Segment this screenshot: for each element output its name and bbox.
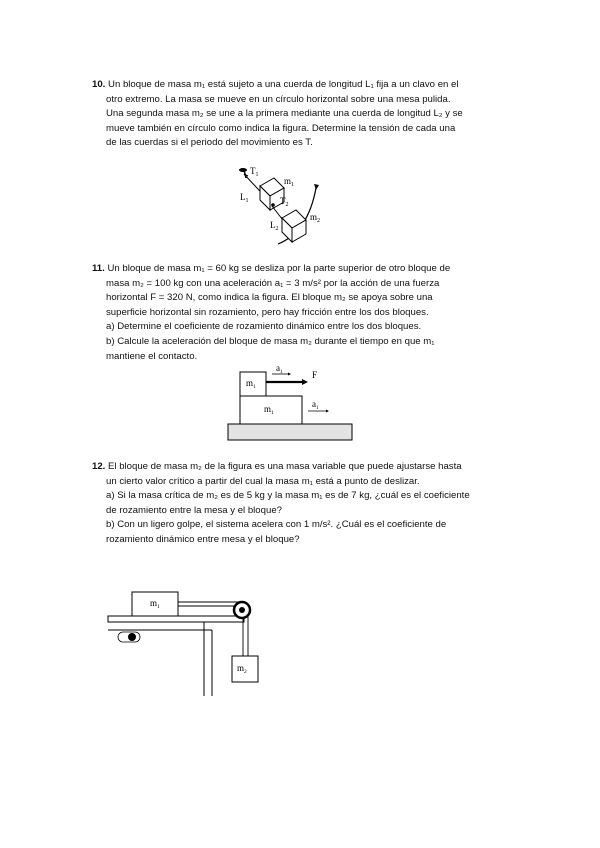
table-top (108, 616, 244, 622)
problem-12 (92, 460, 484, 548)
label-T1: $T_1$ (250, 166, 259, 178)
force-arrow-head (302, 379, 308, 385)
problem-10-line-5: de las cuerdas si el periodo del movimiento es T. (106, 137, 313, 149)
figure-10-circular-masses (230, 162, 340, 254)
problem-11-line-6: b) Calcule la aceleración del bloque de masa m₂ durante el tiempo en que m₁ (106, 335, 435, 347)
label-L2: $L_2$ (270, 220, 279, 232)
problem-12-line-5: b) Con un ligero golpe, el sistema acelera con 1 m/s². ¿Cuál es el coeficiente de (106, 519, 447, 531)
connection-point (271, 203, 275, 207)
problem-12-line-2: un cierto valor crítico a partir del cual la masa m₁ está a punto de deslizar. (106, 475, 420, 487)
accel-arrow-top-head (288, 373, 291, 376)
problem-11-line-1: 11. Un bloque de masa m₁ = 60 kg se desliza por la parte superior de otro bloque de (92, 263, 451, 274)
problem-10 (92, 78, 484, 151)
problem-10-line-1: 10. Un bloque de masa m₁ está sujeto a una cuerda de longitud L₁ fija a un clavo en el (92, 79, 459, 90)
label-m2: $m_2$ (310, 212, 321, 224)
problem-11-line-3: horizontal F = 320 N, como indica la figura. El bloque m₂ se apoya sobre una (106, 292, 433, 304)
ground-surface (228, 424, 352, 440)
label-a-bottom: $a_1$ (312, 399, 319, 411)
oval-object-dot (128, 633, 136, 641)
label-m1: $m_1$ (284, 176, 295, 188)
problem-12-line-4: de rozamiento entre la mesa y el bloque? (106, 504, 282, 516)
label-L1: $L_1$ (240, 192, 249, 204)
figure-12-table-pulley (106, 584, 266, 702)
problem-11 (92, 262, 484, 364)
label-T2: $T_2$ (280, 196, 289, 208)
label-m1: $m_1$ (150, 598, 160, 610)
label-m1: $m_1$ (246, 378, 256, 390)
figure-11-stacked-blocks (226, 362, 356, 444)
problem-10-line-2: otro extremo. La masa se mueve en un círculo horizontal sobre una mesa pulida. (106, 93, 451, 105)
label-m2: $m_1$ (264, 404, 274, 416)
problem-12-line-6: rozamiento dinámico entre mesa y el bloque? (106, 533, 300, 545)
problem-11-line-7: mantiene el contacto. (106, 350, 198, 362)
label-a-top: $a_1$ (276, 363, 283, 375)
problem-12-line-1: 12. El bloque de masa m₂ de la figura es una masa variable que puede ajustarse hasta (92, 461, 462, 472)
label-m2: $m_2$ (237, 663, 247, 675)
accel-arrow-bottom-head (326, 410, 329, 413)
problem-11-line-5: a) Determine el coeficiente de rozamiento dinámico entre los dos bloques. (106, 321, 422, 333)
problem-12-number: 12. (92, 461, 106, 472)
problem-10-line-4: mueve también en círculo como indica la figura. Determine la tensión de cada una (106, 122, 456, 134)
nail-head (239, 168, 247, 172)
label-F: F (312, 370, 318, 380)
pulley-axle (239, 607, 245, 613)
problem-11-line-2: masa m₂ = 100 kg con una aceleración a₁ = 3 m/s² por la acción de una fuerza (106, 277, 440, 289)
problem-11-line-4: superficie horizontal sin rozamiento, pero hay fricción entre los dos bloques. (106, 306, 429, 318)
problem-10-line-3: Una segunda masa m₂ se une a la primera mediante una cuerda de longitud L₂ y se (106, 108, 463, 120)
path-arrow-head (314, 184, 319, 190)
problem-10-number: 10. (92, 79, 106, 90)
problem-11-number: 11. (92, 263, 105, 274)
problem-12-line-3: a) Si la masa crítica de m₂ es de 5 kg y la masa m₁ es de 7 kg, ¿cuál es el coeficiente (106, 490, 470, 502)
